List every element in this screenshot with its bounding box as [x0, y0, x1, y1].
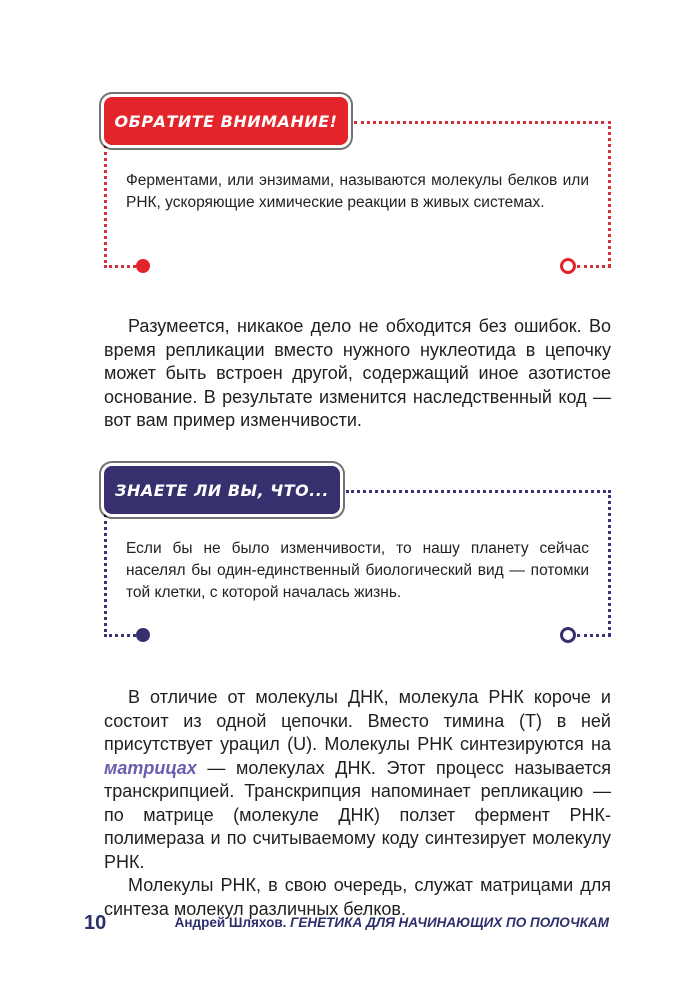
- dotted-border-right: [608, 490, 611, 636]
- paragraph-text-start: В отличие от молекулы ДНК, молекула РНК короче и состоит из одной цепочки. Вместо тимина (Т) в ней присутствует урацил (U). Молекулы РНК синтезируются на: [104, 687, 611, 754]
- dotted-border-bottom-left: [104, 265, 136, 268]
- did-you-know-box: [104, 466, 611, 648]
- body-paragraph-3: Молекулы РНК, в свою очередь, служат матрицами для синтеза молекул различных белков.: [104, 875, 611, 919]
- dotted-border-bottom-left: [104, 634, 136, 637]
- body-paragraph-1: [104, 315, 611, 433]
- page-number: 10: [84, 912, 107, 934]
- footer-author: Андрей Шляхов.: [174, 915, 287, 930]
- attention-label: ОБРАТИТЕ ВНИМАНИЕ!: [104, 97, 348, 145]
- dotted-border-right: [608, 121, 611, 267]
- dotted-border-bottom-right: [577, 634, 611, 637]
- keyword-highlight: матрицах: [104, 757, 197, 778]
- body-paragraphs-2-3: [104, 686, 611, 921]
- attention-box: [104, 97, 611, 279]
- dotted-border-top: [346, 490, 611, 493]
- running-footer: [175, 915, 609, 930]
- footer-book-title: ГЕНЕТИКА ДЛЯ НАЧИНАЮЩИХ ПО ПОЛОЧКАМ: [290, 915, 609, 930]
- body-paragraph-2: [104, 686, 611, 874]
- filled-dot-icon: [136, 628, 150, 642]
- dotted-border-left: [104, 145, 107, 263]
- dotted-border-left: [104, 514, 107, 632]
- ring-dot-icon: [560, 258, 576, 274]
- paragraph-text-end: — молекулах ДНК. Этот процесс называется транскрипцией. Транскрипция напоминает репликацию — по матрице (молекуле ДНК) ползет фермент РНК-полимераза и по считываемому коду синтезирует молекулу РНК.: [104, 757, 611, 872]
- paragraph-text: Разумеется, никакое дело не обходится без ошибок. Во время репликации вместо нужного нуклеотида в цепочку может быть встроен другой, содержащий иное азотистое основание. В результате изменится наследственный код — вот вам пример изменчивости.: [104, 316, 611, 430]
- did-you-know-text: Если бы не было изменчивости, то нашу планету сейчас населял бы один-единственный биологический вид — потомки той клетки, с которой началась жизнь.: [126, 540, 589, 601]
- dotted-border-top: [354, 121, 611, 124]
- filled-dot-icon: [136, 259, 150, 273]
- attention-text: Ферментами, или энзимами, называются молекулы белков или РНК, ускоряющие химические реакции в живых системах.: [126, 172, 589, 211]
- did-you-know-label: ЗНАЕТЕ ЛИ ВЫ, ЧТО...: [104, 466, 340, 514]
- dotted-border-bottom-right: [577, 265, 611, 268]
- ring-dot-icon: [560, 627, 576, 643]
